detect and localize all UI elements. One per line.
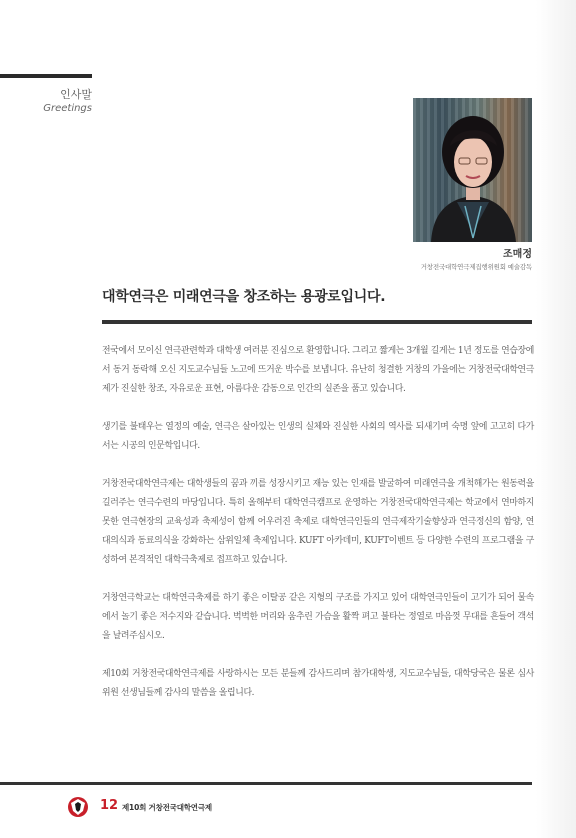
page-number: 12 — [100, 798, 119, 813]
paragraph: 거창연극학교는 대학연극축제를 하기 좋은 이탈공 같은 지형의 구조를 가지고 있어 대학연극인들이 고기가 되어 물속에서 놀기 좋은 저수지와 같습니다. 벅벅한 머리와 움추린 가슴을 활짝 펴고 불타는 정열로 마음껏 무대를 흔들어 객석을 날려주십시오. — [102, 593, 534, 641]
body-text — [102, 342, 534, 722]
paragraph: 거창전국대학연극제는 대학생들의 꿈과 끼를 성장시키고 재능 있는 인재를 발굴하여 미래연극을 개척해가는 원동력을 길러주는 연극수련의 마당입니다. 특히 올해부터 대학연극캠프로 운영하는 거창전국대학연극제는 학교에서 연마하지 못한 연극현장의 교육성과 축제성이 함께 어우러진 축제로 대학연극인들의 연극제작기술향상과 연극정신의 함양, 연대의식과 동료의식을 강화하는 삼위일체 축제입니다. KUFT 아카데미, KUFT이벤트 등 다양한 수련의 프로그램을 구성하여 본격적인 대학극축제로 접프하고 있습니다. — [102, 479, 534, 565]
paragraph: 제10회 거창전국대학연극제를 사랑하시는 모든 분들께 감사드리며 참가대학생, 지도교수님들, 대학당국은 물론 심사위원 선생님들께 감사의 말씀을 올립니다. — [102, 669, 534, 698]
footer-rule — [0, 782, 532, 785]
paragraph: 전국에서 모이신 연극관련학과 대학생 여러분 진심으로 환영합니다. 그리고 짧게는 3개월 길게는 1년 정도를 연습장에서 동거 동락해 오신 지도교수님들 노고에 뜨거운 박수를 보냅니다. 유난히 청결한 거창의 가을에는 거창전국대학연극제가 진실한 창조, 자유로운 표현, 아름다운 감동으로 인간의 실존을 품고 있습니다. — [102, 346, 534, 394]
portrait-photo — [413, 98, 532, 242]
page-title: 대학연극은 미래연극을 창조하는 용광로입니다. — [102, 289, 386, 305]
footer-title: 제10회 거창전국대학연극제 — [122, 803, 212, 812]
author-role: 거창전국대학연극제집행위원회 예술감독 — [420, 263, 532, 271]
portrait-caption — [380, 248, 532, 272]
page-edge-shadow — [536, 0, 576, 838]
paragraph: 생기를 불태우는 열정의 예술, 연극은 살아있는 인생의 실체와 진실한 사회의 역사를 되새기며 숙명 앞에 고고히 다가서는 시공의 인문학입니다. — [102, 422, 534, 451]
author-name: 조매정 — [503, 249, 532, 260]
section-label — [0, 88, 92, 116]
festival-logo-icon — [66, 796, 90, 818]
title-rule — [102, 320, 532, 324]
section-rule — [0, 74, 92, 78]
portrait-figure — [413, 98, 532, 242]
section-label-korean: 인사말 — [60, 88, 92, 101]
section-label-english: Greetings — [43, 103, 92, 114]
